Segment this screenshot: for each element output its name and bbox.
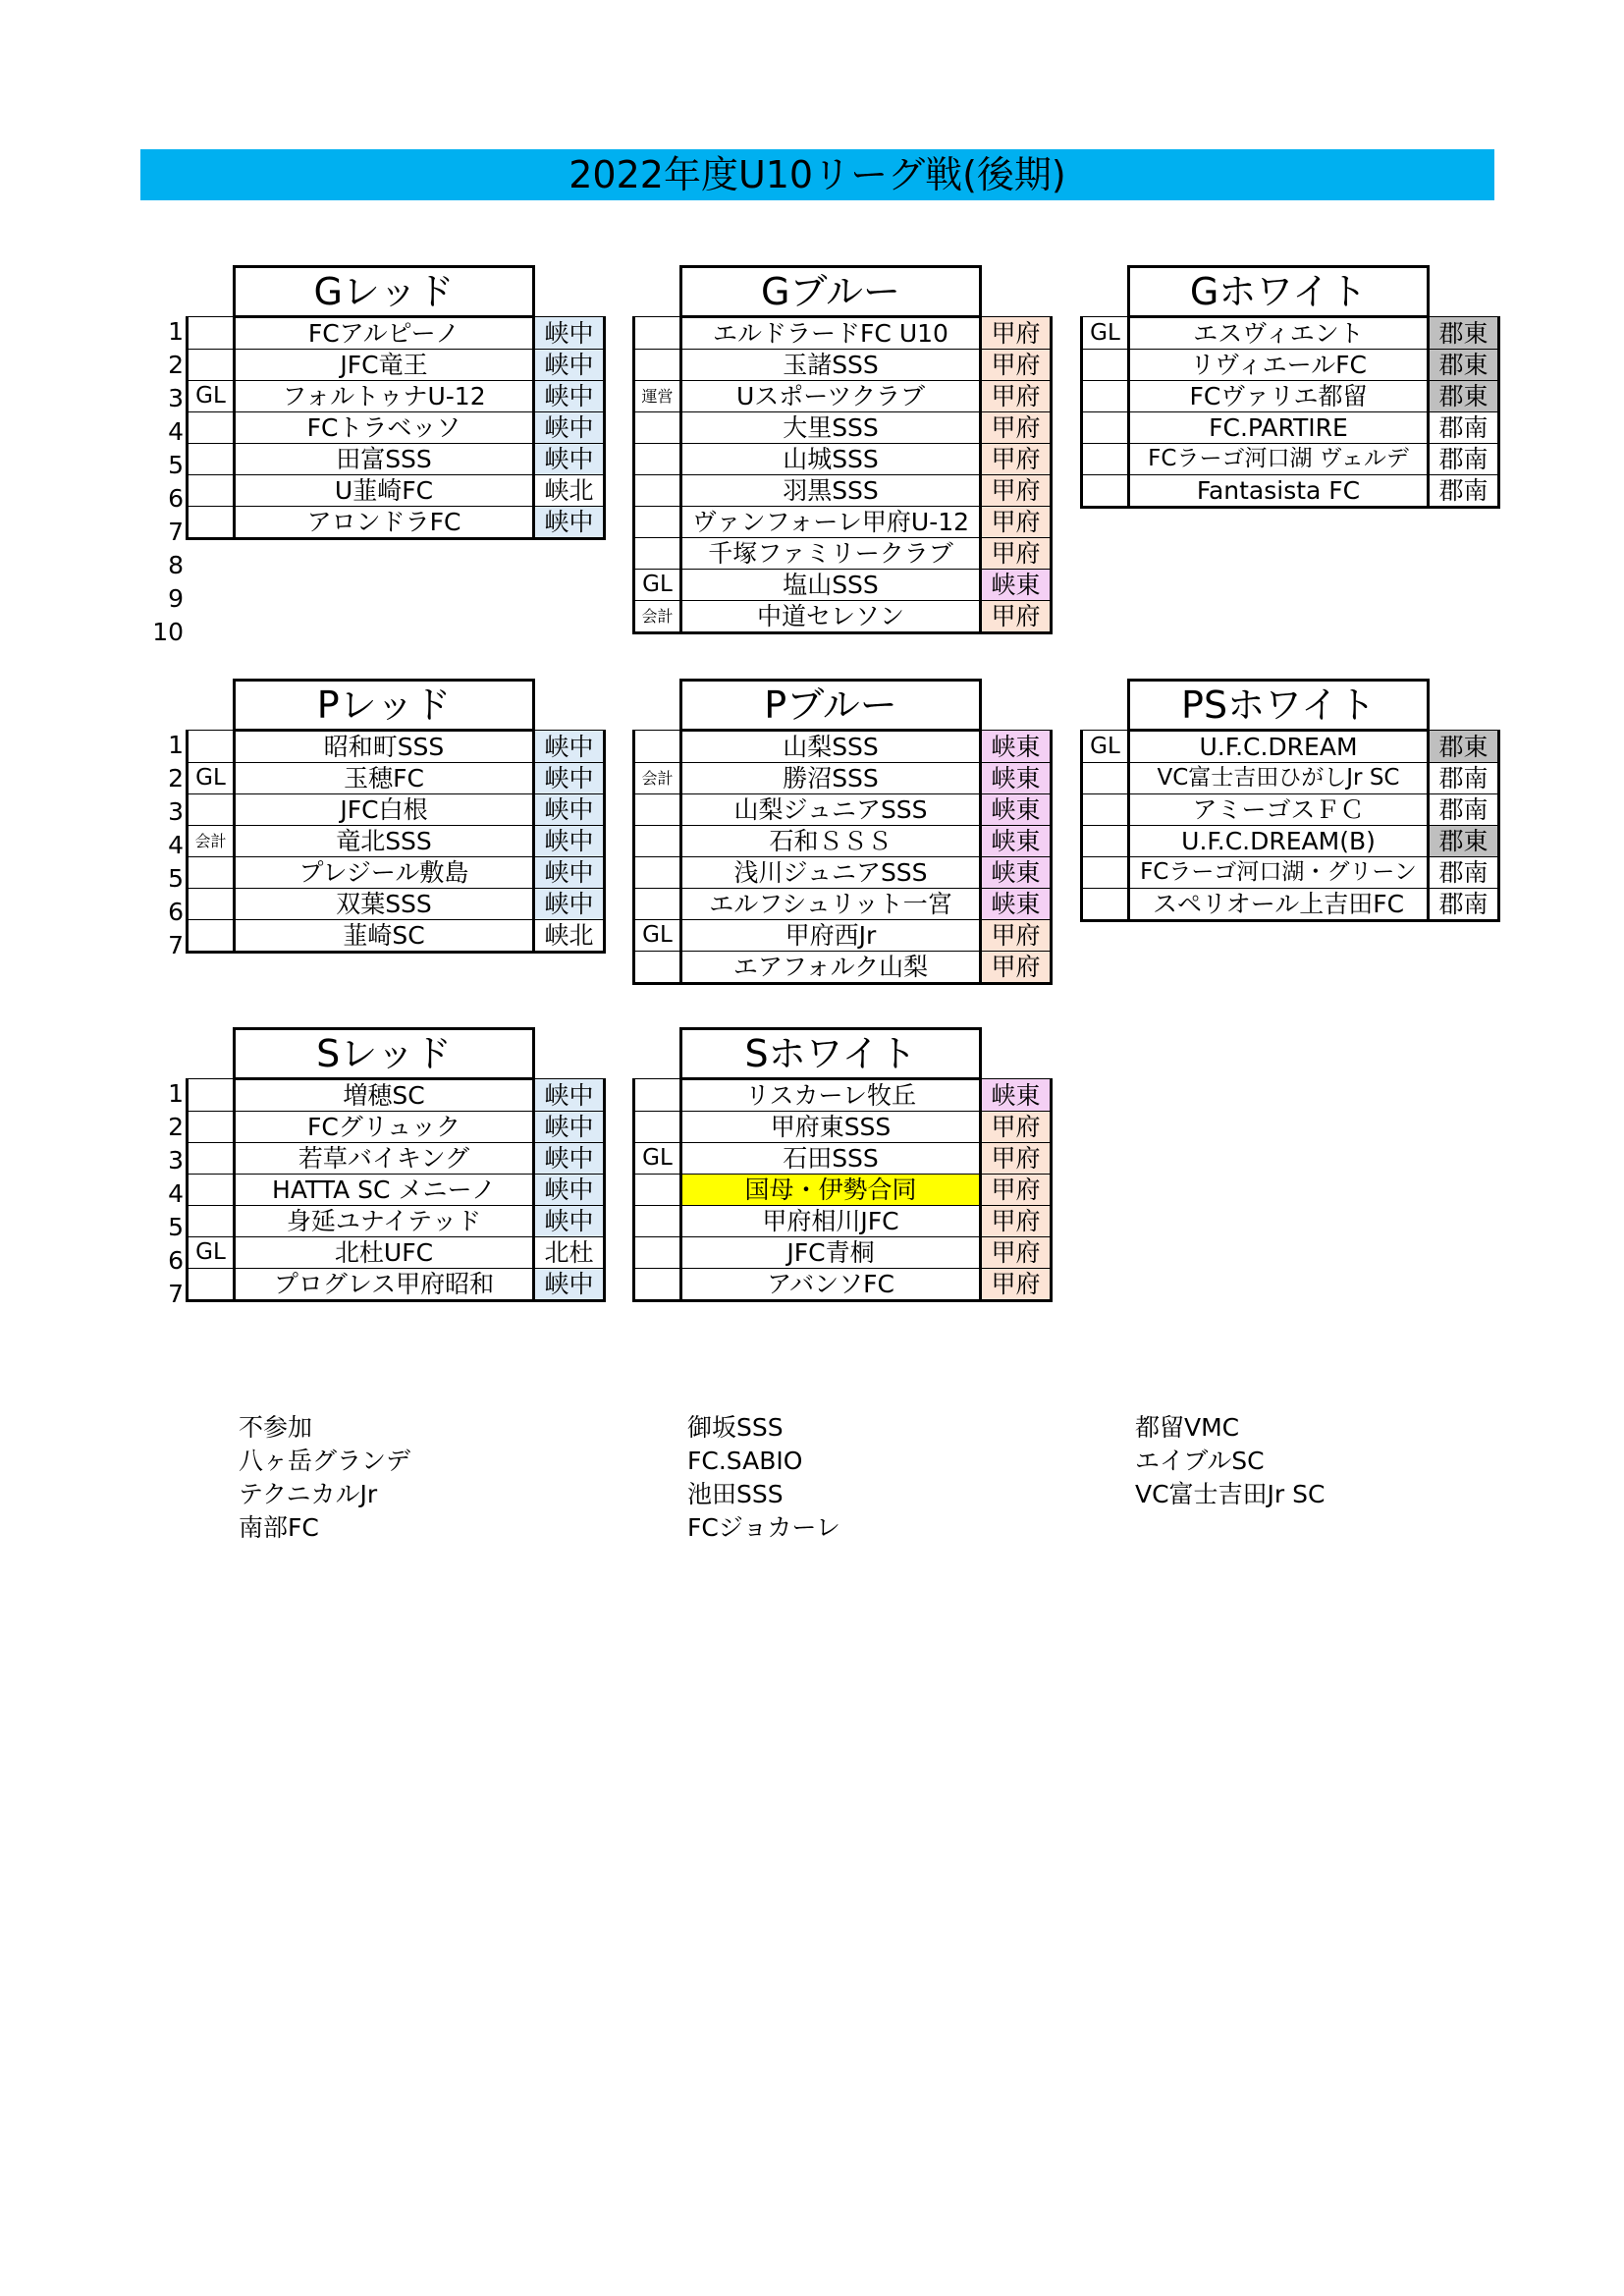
- area-badge: 峡中: [534, 412, 605, 444]
- area-badge: 峡中: [534, 1175, 605, 1206]
- table-row: [634, 1079, 1052, 1112]
- table-row: [634, 507, 1052, 538]
- group-g-blue: [632, 265, 1053, 634]
- table-row: [188, 381, 605, 412]
- team-name: 甲府相川JFC: [681, 1206, 981, 1237]
- list-item: 不参加: [239, 1413, 313, 1442]
- area-badge: 峡東: [981, 570, 1052, 601]
- team-name: エアフォルク山梨: [681, 952, 981, 984]
- list-item: FCジョカーレ: [687, 1513, 840, 1542]
- team-name: プレジール敷島: [235, 857, 534, 889]
- group-name: Pブルー: [681, 681, 981, 731]
- role-mark: [188, 1143, 235, 1175]
- team-name: U韮崎FC: [235, 475, 534, 507]
- team-name: FCアルピーノ: [235, 317, 534, 350]
- role-mark: [634, 889, 681, 920]
- team-name: 玉諸SSS: [681, 350, 981, 381]
- role-mark: [1082, 794, 1129, 826]
- area-badge: 峡中: [534, 1206, 605, 1237]
- table-row: [188, 826, 605, 857]
- area-badge: 甲府: [981, 538, 1052, 570]
- role-mark: [634, 538, 681, 570]
- row-number: 8: [168, 551, 184, 579]
- table-row: [634, 952, 1052, 984]
- area-badge: 峡中: [534, 731, 605, 763]
- table-row: [188, 1175, 605, 1206]
- team-name: 千塚ファミリークラブ: [681, 538, 981, 570]
- role-mark: [634, 507, 681, 538]
- team-name: 山梨ジュニアSSS: [681, 794, 981, 826]
- role-mark: [188, 857, 235, 889]
- role-mark: [188, 731, 235, 763]
- role-mark: [634, 475, 681, 507]
- role-mark: [634, 1079, 681, 1112]
- team-name: エルドラードFC U10: [681, 317, 981, 350]
- row-numbers-p: [140, 729, 184, 962]
- role-mark: [634, 952, 681, 984]
- non-participating-col-2: [687, 1411, 840, 1545]
- table-row: [634, 1175, 1052, 1206]
- table-row: [188, 1112, 605, 1143]
- role-mark: GL: [188, 763, 235, 794]
- team-name: 増穂SC: [235, 1079, 534, 1112]
- role-mark: [188, 1269, 235, 1301]
- row-number: 5: [168, 1213, 184, 1241]
- area-badge: 郡南: [1429, 857, 1499, 889]
- role-mark: [634, 317, 681, 350]
- row-number: 1: [168, 731, 184, 759]
- table-row: [188, 475, 605, 507]
- area-badge: 郡東: [1429, 350, 1499, 381]
- role-mark: [1082, 412, 1129, 444]
- role-mark: [188, 1175, 235, 1206]
- table-row: [634, 475, 1052, 507]
- team-name: アロンドラFC: [235, 507, 534, 539]
- table-row: [1082, 475, 1499, 508]
- role-mark: [188, 1206, 235, 1237]
- area-badge: 甲府: [981, 475, 1052, 507]
- table-row: [634, 920, 1052, 952]
- area-badge: 峡東: [981, 857, 1052, 889]
- role-mark: 会計: [188, 826, 235, 857]
- team-name: 浅川ジュニアSSS: [681, 857, 981, 889]
- row-number: 7: [168, 931, 184, 959]
- row-number: 7: [168, 1280, 184, 1308]
- team-name: エスヴィエント: [1129, 317, 1429, 350]
- role-mark: [1082, 350, 1129, 381]
- area-badge: 甲府: [981, 1237, 1052, 1269]
- row-number: 2: [168, 1113, 184, 1141]
- list-item: 南部FC: [239, 1513, 319, 1542]
- area-badge: 甲府: [981, 601, 1052, 633]
- team-name: 甲府西Jr: [681, 920, 981, 952]
- page-title: 2022年度U10リーグ戦(後期): [140, 149, 1494, 200]
- role-mark: 会計: [634, 763, 681, 794]
- team-name: 大里SSS: [681, 412, 981, 444]
- role-mark: [188, 1112, 235, 1143]
- area-badge: 郡東: [1429, 826, 1499, 857]
- row-number: 9: [168, 584, 184, 613]
- row-number: 1: [168, 1079, 184, 1108]
- area-badge: 甲府: [981, 1206, 1052, 1237]
- area-badge: 甲府: [981, 444, 1052, 475]
- row-number: 3: [168, 797, 184, 826]
- team-name: 竜北SSS: [235, 826, 534, 857]
- area-badge: 甲府: [981, 952, 1052, 984]
- role-mark: [1082, 857, 1129, 889]
- area-badge: 峡中: [534, 507, 605, 539]
- table-row: [188, 920, 605, 953]
- table-row: [634, 381, 1052, 412]
- area-badge: 甲府: [981, 381, 1052, 412]
- table-row: [188, 317, 605, 350]
- table-row: [1082, 889, 1499, 921]
- row-number: 4: [168, 831, 184, 859]
- table-row: [634, 350, 1052, 381]
- list-item: テクニカルJr: [239, 1480, 378, 1508]
- table-row: [634, 1112, 1052, 1143]
- role-mark: [634, 794, 681, 826]
- team-name: フォルトゥナU-12: [235, 381, 534, 412]
- group-name: Gブルー: [681, 267, 981, 317]
- team-name: JFC竜王: [235, 350, 534, 381]
- team-name: 昭和町SSS: [235, 731, 534, 763]
- team-name: 双葉SSS: [235, 889, 534, 920]
- area-badge: 郡南: [1429, 763, 1499, 794]
- team-name: 国母・伊勢合同: [681, 1175, 981, 1206]
- table-row: [634, 857, 1052, 889]
- area-badge: 甲府: [981, 1143, 1052, 1175]
- team-name: VC富士吉田ひがしJr SC: [1129, 763, 1429, 794]
- area-badge: 峡中: [534, 350, 605, 381]
- group-p-red: [186, 679, 606, 954]
- table-row: [634, 1143, 1052, 1175]
- role-mark: 運営: [634, 381, 681, 412]
- role-mark: GL: [1082, 731, 1129, 763]
- role-mark: 会計: [634, 601, 681, 633]
- team-name: リスカーレ牧丘: [681, 1079, 981, 1112]
- row-number: 2: [168, 351, 184, 379]
- role-mark: [188, 889, 235, 920]
- table-row: [188, 794, 605, 826]
- row-number: 4: [168, 1179, 184, 1208]
- role-mark: [634, 1237, 681, 1269]
- team-name: 韮崎SC: [235, 920, 534, 953]
- area-badge: 峡北: [534, 475, 605, 507]
- table-row: [1082, 444, 1499, 475]
- team-name: アミーゴスＦＣ: [1129, 794, 1429, 826]
- area-badge: 峡東: [981, 889, 1052, 920]
- table-row: [1082, 794, 1499, 826]
- table-row: [1082, 412, 1499, 444]
- table-row: [1082, 317, 1499, 350]
- team-name: FCラーゴ河口湖 ヴェルデ: [1129, 444, 1429, 475]
- table-row: [1082, 350, 1499, 381]
- area-badge: 甲府: [981, 920, 1052, 952]
- area-badge: 峡東: [981, 826, 1052, 857]
- table-row: [634, 731, 1052, 763]
- role-mark: [188, 920, 235, 953]
- team-name: Uスポーツクラブ: [681, 381, 981, 412]
- team-name: U.F.C.DREAM(B): [1129, 826, 1429, 857]
- table-row: [634, 601, 1052, 633]
- table-row: [188, 444, 605, 475]
- team-name: FCトラベッソ: [235, 412, 534, 444]
- list-item: 池田SSS: [687, 1480, 784, 1508]
- team-name: 石田SSS: [681, 1143, 981, 1175]
- table-row: [634, 1206, 1052, 1237]
- team-name: 山梨SSS: [681, 731, 981, 763]
- area-badge: 峡中: [534, 317, 605, 350]
- area-badge: 峡中: [534, 763, 605, 794]
- team-name: HATTA SC メニーノ: [235, 1175, 534, 1206]
- role-mark: [188, 412, 235, 444]
- table-row: [188, 1079, 605, 1112]
- area-badge: 峡中: [534, 444, 605, 475]
- table-row: [634, 826, 1052, 857]
- team-name: Fantasista FC: [1129, 475, 1429, 508]
- team-name: FCヴァリエ都留: [1129, 381, 1429, 412]
- table-row: [188, 1143, 605, 1175]
- team-name: 玉穂FC: [235, 763, 534, 794]
- team-name: FC.PARTIRE: [1129, 412, 1429, 444]
- team-name: 石和ＳＳＳ: [681, 826, 981, 857]
- area-badge: 峡中: [534, 826, 605, 857]
- table-row: [188, 889, 605, 920]
- area-badge: 峡東: [981, 1079, 1052, 1112]
- area-badge: 甲府: [981, 317, 1052, 350]
- role-mark: [188, 350, 235, 381]
- team-name: 山城SSS: [681, 444, 981, 475]
- role-mark: GL: [634, 920, 681, 952]
- group-name: Gホワイト: [1129, 267, 1429, 317]
- group-name: Sレッド: [235, 1029, 534, 1079]
- role-mark: GL: [188, 1237, 235, 1269]
- team-name: エルフシュリット一宮: [681, 889, 981, 920]
- area-badge: 峡中: [534, 1112, 605, 1143]
- team-name: スペリオール上吉田FC: [1129, 889, 1429, 921]
- area-badge: 峡中: [534, 1079, 605, 1112]
- table-row: [188, 1269, 605, 1301]
- row-number: 5: [168, 864, 184, 893]
- group-name: Sホワイト: [681, 1029, 981, 1079]
- row-number: 6: [168, 1246, 184, 1275]
- row-number: 4: [168, 417, 184, 446]
- area-badge: 郡東: [1429, 731, 1499, 763]
- row-number: 5: [168, 451, 184, 479]
- row-number: 3: [168, 1146, 184, 1175]
- area-badge: 峡中: [534, 381, 605, 412]
- row-number: 7: [168, 518, 184, 546]
- table-row: [188, 731, 605, 763]
- row-number: 1: [168, 317, 184, 346]
- area-badge: 郡南: [1429, 444, 1499, 475]
- team-name: 北杜UFC: [235, 1237, 534, 1269]
- area-badge: 郡南: [1429, 475, 1499, 508]
- table-row: [634, 538, 1052, 570]
- role-mark: GL: [188, 381, 235, 412]
- non-participating-col-3: [1135, 1411, 1325, 1511]
- list-item: VC富士吉田Jr SC: [1135, 1480, 1326, 1508]
- row-number: 10: [152, 618, 184, 646]
- area-badge: 甲府: [981, 1175, 1052, 1206]
- team-name: 勝沼SSS: [681, 763, 981, 794]
- table-row: [634, 317, 1052, 350]
- role-mark: [1082, 763, 1129, 794]
- row-numbers-g: [140, 315, 184, 649]
- area-badge: 甲府: [981, 412, 1052, 444]
- group-g-red: [186, 265, 606, 540]
- role-mark: [634, 412, 681, 444]
- group-s-red: [186, 1027, 606, 1302]
- table-row: [634, 444, 1052, 475]
- list-item: FC.SABIO: [687, 1447, 803, 1475]
- group-ps-white: [1080, 679, 1500, 922]
- table-row: [634, 794, 1052, 826]
- role-mark: [188, 444, 235, 475]
- team-name: 中道セレソン: [681, 601, 981, 633]
- role-mark: [634, 826, 681, 857]
- row-number: 6: [168, 484, 184, 513]
- table-row: [634, 412, 1052, 444]
- row-number: 2: [168, 764, 184, 793]
- area-badge: 郡南: [1429, 889, 1499, 921]
- table-row: [1082, 731, 1499, 763]
- team-name: プログレス甲府昭和: [235, 1269, 534, 1301]
- table-row: [1082, 381, 1499, 412]
- list-item: 都留VMC: [1135, 1413, 1240, 1442]
- row-number: 3: [168, 384, 184, 412]
- team-name: 身延ユナイテッド: [235, 1206, 534, 1237]
- role-mark: [634, 731, 681, 763]
- table-row: [188, 1206, 605, 1237]
- team-name: U.F.C.DREAM: [1129, 731, 1429, 763]
- role-mark: [634, 1175, 681, 1206]
- area-badge: 峡中: [534, 1143, 605, 1175]
- list-item: 御坂SSS: [687, 1413, 784, 1442]
- team-name: 塩山SSS: [681, 570, 981, 601]
- role-mark: [188, 1079, 235, 1112]
- area-badge: 峡北: [534, 920, 605, 953]
- role-mark: [1082, 475, 1129, 508]
- area-badge: 郡東: [1429, 317, 1499, 350]
- row-numbers-s: [140, 1077, 184, 1311]
- area-badge: 峡中: [534, 1269, 605, 1301]
- table-row: [188, 350, 605, 381]
- area-badge: 峡中: [534, 889, 605, 920]
- role-mark: [188, 317, 235, 350]
- role-mark: [634, 1206, 681, 1237]
- group-p-blue: [632, 679, 1053, 985]
- table-row: [634, 570, 1052, 601]
- area-badge: 甲府: [981, 1269, 1052, 1301]
- role-mark: [188, 475, 235, 507]
- area-badge: 峡東: [981, 763, 1052, 794]
- role-mark: [634, 1269, 681, 1301]
- role-mark: [1082, 826, 1129, 857]
- role-mark: [634, 1112, 681, 1143]
- team-name: 田富SSS: [235, 444, 534, 475]
- role-mark: [634, 350, 681, 381]
- table-row: [188, 857, 605, 889]
- table-row: [188, 412, 605, 444]
- area-badge: 峡東: [981, 794, 1052, 826]
- group-name: Gレッド: [235, 267, 534, 317]
- role-mark: [1082, 381, 1129, 412]
- group-name: PSホワイト: [1129, 681, 1429, 731]
- role-mark: GL: [1082, 317, 1129, 350]
- list-item: 八ヶ岳グランデ: [239, 1447, 411, 1475]
- table-row: [634, 1237, 1052, 1269]
- team-name: 羽黒SSS: [681, 475, 981, 507]
- team-name: 若草バイキング: [235, 1143, 534, 1175]
- role-mark: GL: [634, 570, 681, 601]
- team-name: FCラーゴ河口湖・グリーン: [1129, 857, 1429, 889]
- table-row: [1082, 826, 1499, 857]
- area-badge: 郡東: [1429, 381, 1499, 412]
- team-name: JFC白根: [235, 794, 534, 826]
- area-badge: 峡中: [534, 857, 605, 889]
- group-name: Pレッド: [235, 681, 534, 731]
- list-item: エイブルSC: [1135, 1447, 1265, 1475]
- role-mark: [634, 444, 681, 475]
- group-g-white: [1080, 265, 1500, 509]
- team-name: FCグリュック: [235, 1112, 534, 1143]
- role-mark: [634, 857, 681, 889]
- team-name: JFC青桐: [681, 1237, 981, 1269]
- table-row: [188, 507, 605, 539]
- area-badge: 郡南: [1429, 412, 1499, 444]
- area-badge: 峡中: [534, 794, 605, 826]
- team-name: 甲府東SSS: [681, 1112, 981, 1143]
- role-mark: [1082, 444, 1129, 475]
- role-mark: [1082, 889, 1129, 921]
- team-name: リヴィエールFC: [1129, 350, 1429, 381]
- table-row: [634, 889, 1052, 920]
- area-badge: 北杜: [534, 1237, 605, 1269]
- table-row: [634, 763, 1052, 794]
- table-row: [188, 1237, 605, 1269]
- non-participating-col-1: [239, 1411, 410, 1545]
- row-number: 6: [168, 898, 184, 926]
- area-badge: 甲府: [981, 350, 1052, 381]
- group-s-white: [632, 1027, 1053, 1302]
- role-mark: GL: [634, 1143, 681, 1175]
- team-name: ヴァンフォーレ甲府U-12: [681, 507, 981, 538]
- area-badge: 甲府: [981, 1112, 1052, 1143]
- area-badge: 甲府: [981, 507, 1052, 538]
- area-badge: 峡東: [981, 731, 1052, 763]
- area-badge: 郡南: [1429, 794, 1499, 826]
- role-mark: [188, 507, 235, 539]
- team-name: アバンソFC: [681, 1269, 981, 1301]
- table-row: [634, 1269, 1052, 1301]
- table-row: [1082, 763, 1499, 794]
- table-row: [188, 763, 605, 794]
- role-mark: [188, 794, 235, 826]
- table-row: [1082, 857, 1499, 889]
